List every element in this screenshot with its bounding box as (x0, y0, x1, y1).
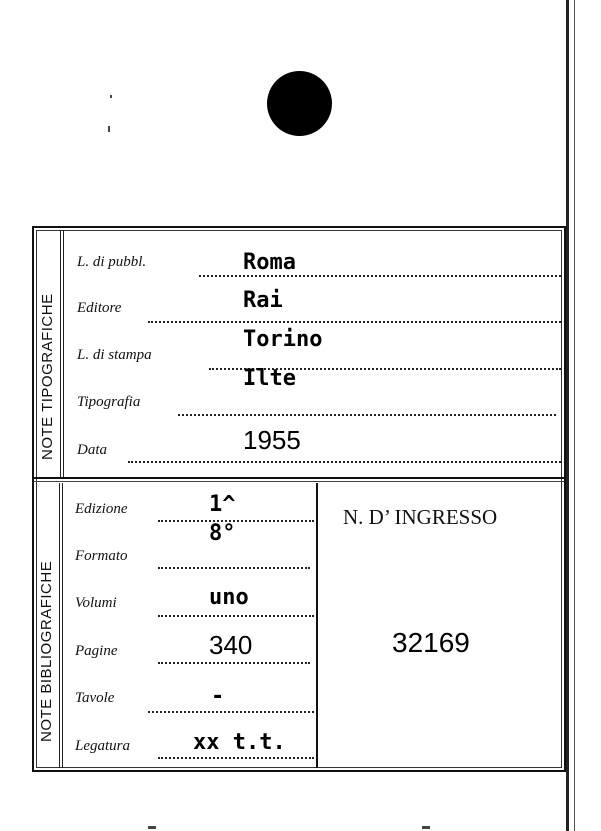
speck (110, 95, 112, 98)
field-label-pagine: Pagine (75, 643, 118, 659)
sidebar-rule (60, 230, 61, 477)
field-value-data: 1955 (243, 425, 301, 455)
dotted-line (178, 414, 556, 416)
field-value-tipografia: Ilte (243, 366, 296, 391)
field-value-editore: Rai (243, 288, 283, 313)
section-divider-inner (34, 481, 564, 482)
section-divider (34, 477, 564, 479)
dotted-line (158, 520, 314, 522)
dotted-line (158, 567, 310, 569)
field-value-legatura: xx t.t. (193, 730, 286, 755)
field-label-data: Data (77, 442, 107, 458)
card-edge (566, 0, 569, 831)
field-label-legatura: Legatura (75, 738, 131, 754)
field-label-formato: Formato (75, 548, 128, 564)
dotted-line (158, 757, 314, 759)
field-value-luogo-stampa: Torino (243, 327, 323, 352)
field-value-volumi: uno (209, 585, 249, 610)
ingresso-divider (316, 483, 318, 768)
card-edge-shadow (574, 0, 575, 831)
dotted-line (148, 711, 314, 713)
sidebar-rule (63, 230, 64, 477)
field-value-luogo-pubblicazione: Roma (243, 250, 296, 275)
field-label-tavole: Tavole (75, 690, 115, 706)
speck (148, 826, 156, 829)
ingresso-number: 32169 (392, 627, 470, 658)
field-value-tavole: - (211, 684, 225, 709)
punch-hole (267, 71, 332, 136)
field-label-edizione: Edizione (75, 501, 128, 517)
field-label-editore: Editore (77, 300, 122, 316)
speck (108, 126, 110, 132)
ingresso-label: N. D’ INGRESSO (343, 505, 498, 529)
section-label-tipografiche: NOTE TIPOGRAFICHE (39, 293, 56, 460)
dotted-line (148, 321, 561, 323)
dotted-line (158, 615, 314, 617)
dotted-line (199, 275, 561, 277)
field-label-luogo-stampa: L. di stampa (77, 347, 152, 363)
speck (422, 826, 430, 829)
dotted-line (158, 662, 310, 664)
sidebar-rule (59, 483, 60, 768)
sidebar-rule (62, 483, 63, 768)
section-label-bibliografiche: NOTE BIBLIOGRAFICHE (38, 560, 55, 742)
field-label-volumi: Volumi (75, 595, 117, 611)
field-label-tipografia: Tipografia (77, 394, 141, 410)
field-label-luogo-pubblicazione: L. di pubbl. (77, 254, 147, 270)
field-value-formato: 8° (209, 521, 236, 546)
dotted-line (128, 461, 561, 463)
field-value-edizione: 1^ (209, 492, 236, 517)
field-value-pagine: 340 (209, 630, 253, 660)
